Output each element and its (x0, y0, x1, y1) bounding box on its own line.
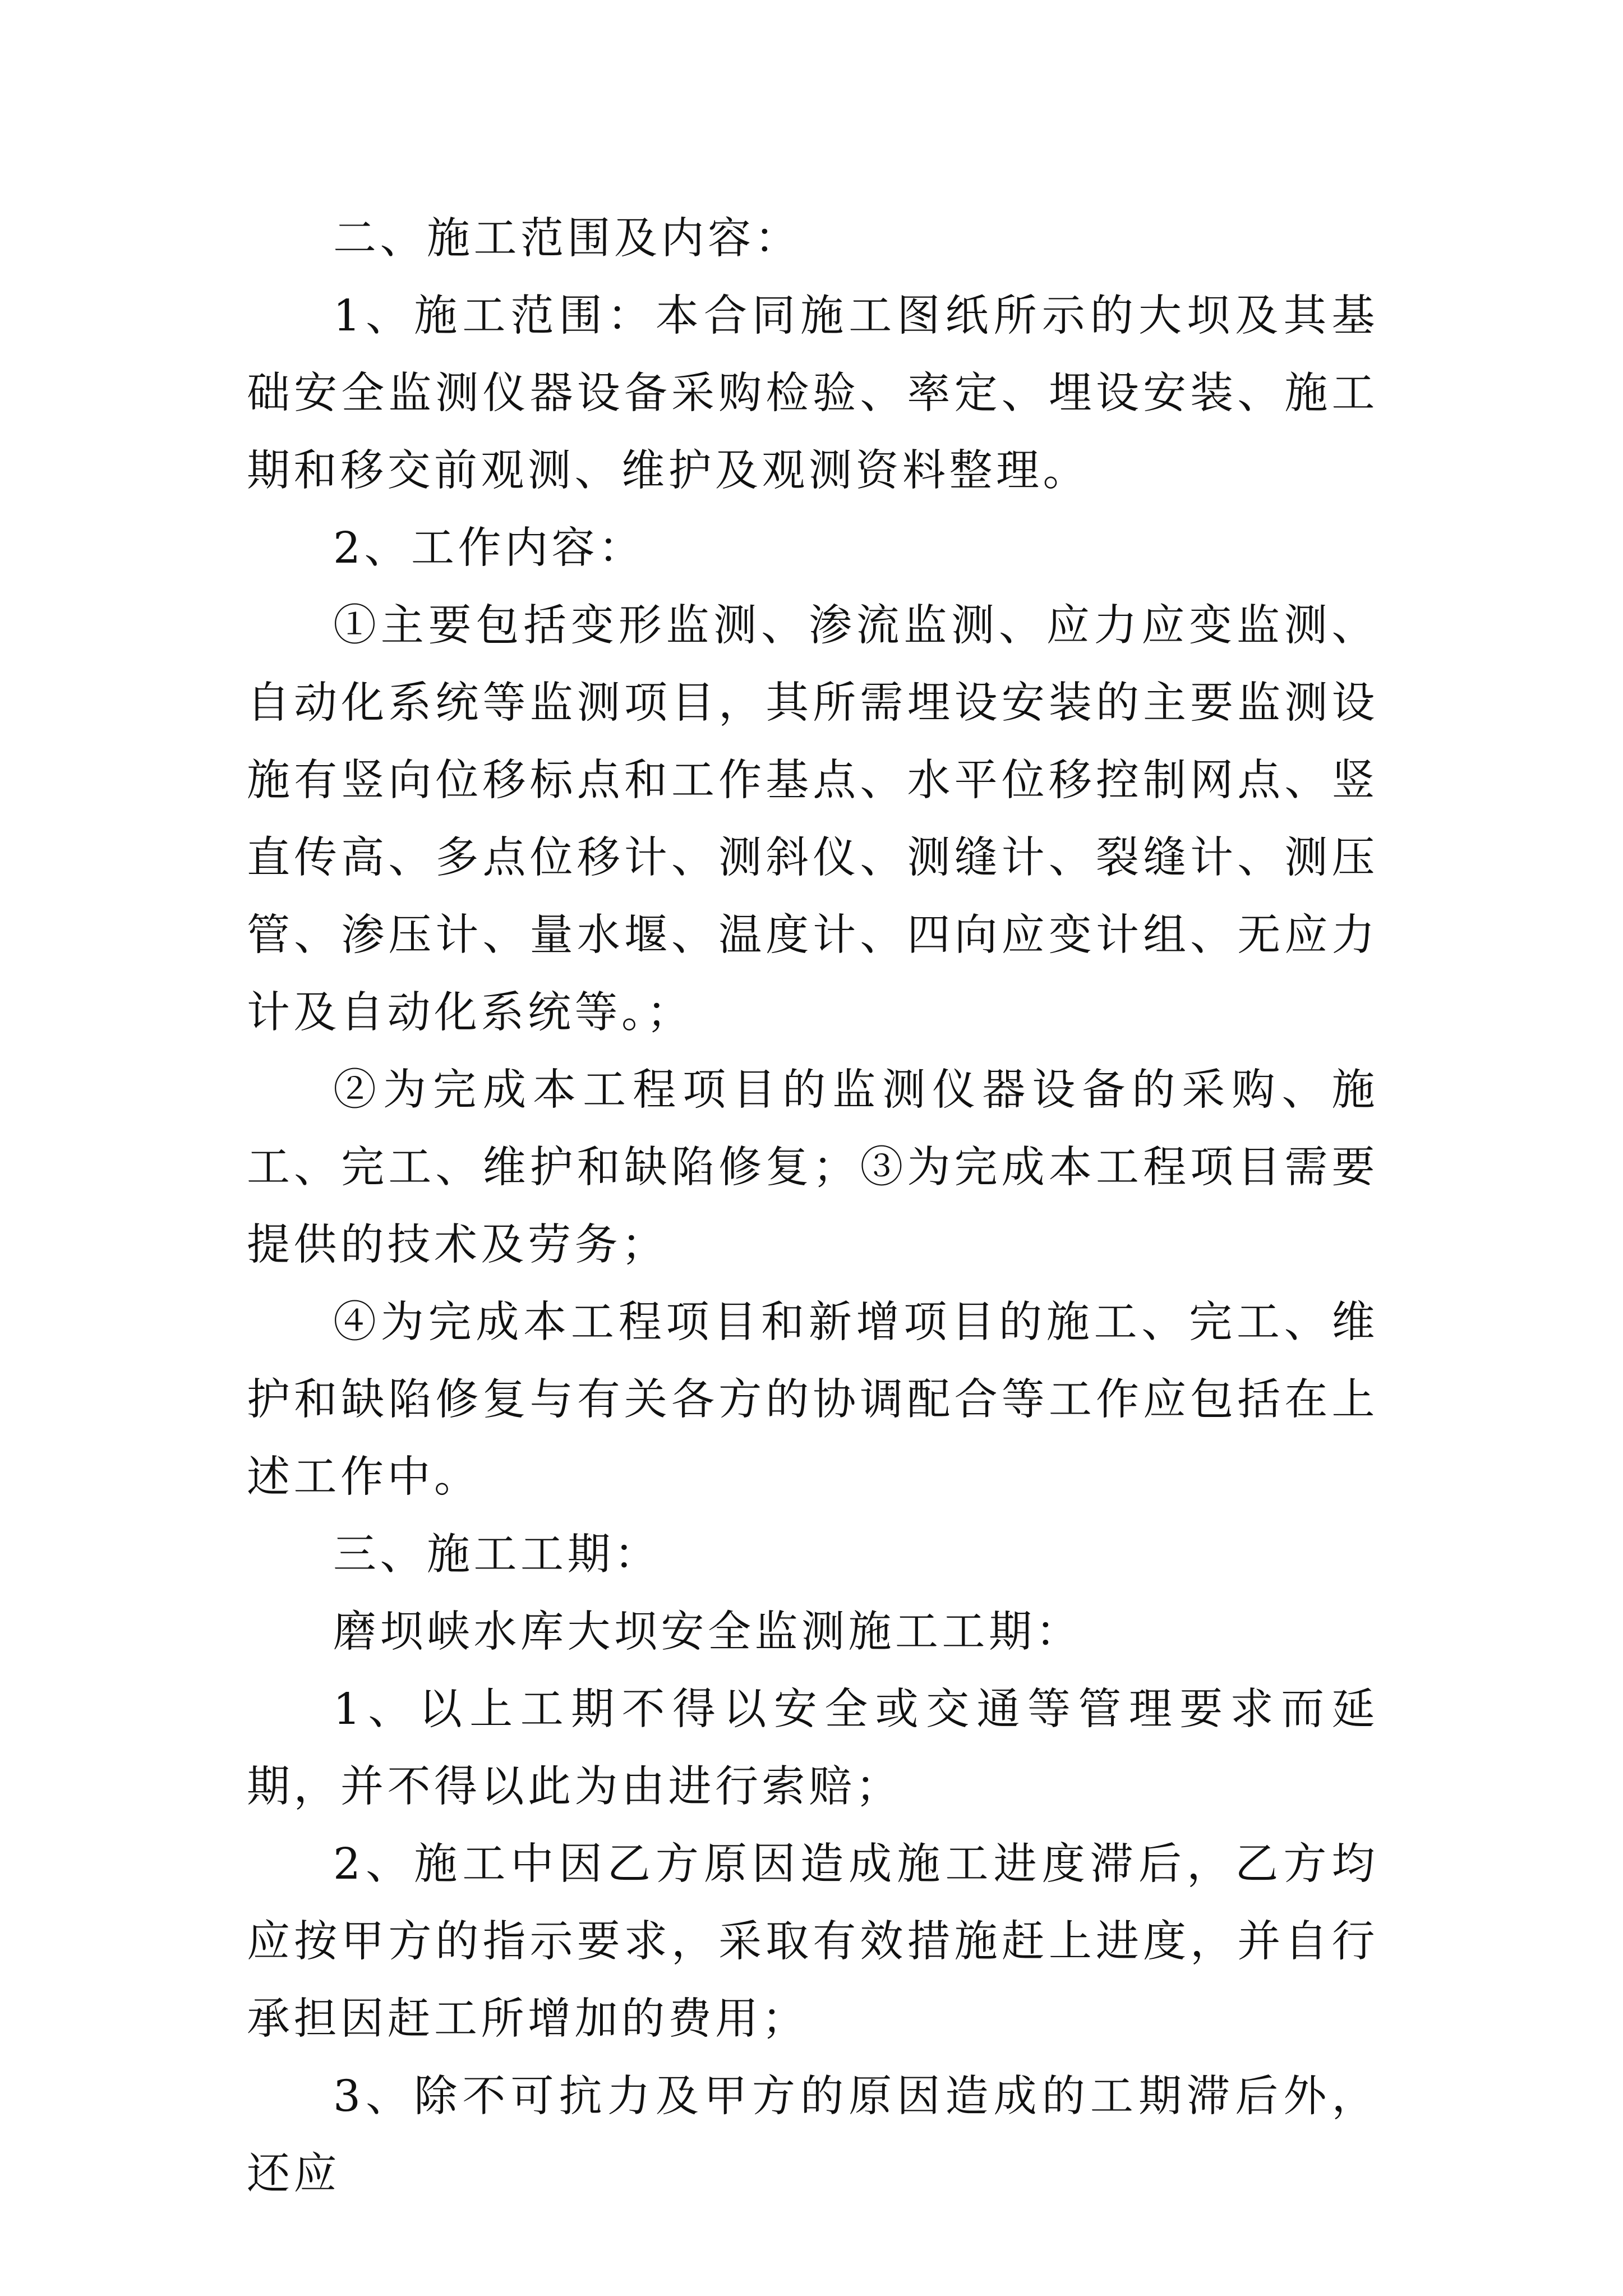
paragraph-schedule-1: 1、以上工期不得以安全或交通等管理要求而延期，并不得以此为由进行索赔； (247, 1685, 1378, 1812)
paragraph-coordination: ④为完成本工程项目和新增项目的施工、完工、维护和缺陷修复与有关各方的协调配合等工作应包括在上述工作中。 (247, 1297, 1378, 1502)
paragraph-schedule-title: 磨坝峡水库大坝安全监测施工工期： (333, 1607, 1082, 1657)
subheading-work-content: 2、工作内容： (333, 523, 645, 573)
section-heading-scope: 二、施工范围及内容： (333, 214, 801, 264)
paragraph-schedule-3: 3、除不可抗力及甲方的原因造成的工期滞后外，还应 (247, 2072, 1378, 2199)
paragraph-scope: 1、施工范围：本合同施工图纸所示的大坝及其基础安全监测仪器设备采购检验、率定、埋设安装、施工期和移交前观测、维护及观测资料整理。 (247, 291, 1378, 496)
section-heading-schedule: 三、施工工期： (333, 1530, 661, 1580)
paragraph-procurement: ②为完成本工程项目的监测仪器设备的采购、施工、完工、维护和缺陷修复；③为完成本工程项目需要提供的技术及劳务； (247, 1065, 1378, 1270)
paragraph-monitoring-items: ①主要包括变形监测、渗流监测、应力应变监测、自动化系统等监测项目，其所需埋设安装的主要监测设施有竖向位移标点和工作基点、水平位移控制网点、竖直传高、多点位移计、测斜仪、测缝计、裂缝计、测压管、渗压计、量水堰、温度计、四向应变计组、无应力计及自动化系统等。； (247, 601, 1378, 1038)
paragraph-schedule-2: 2、施工中因乙方原因造成施工进度滞后，乙方均应按甲方的指示要求，采取有效措施赶上进度，并自行承担因赶工所增加的费用； (247, 1839, 1378, 2044)
body-text (247, 200, 1378, 2213)
